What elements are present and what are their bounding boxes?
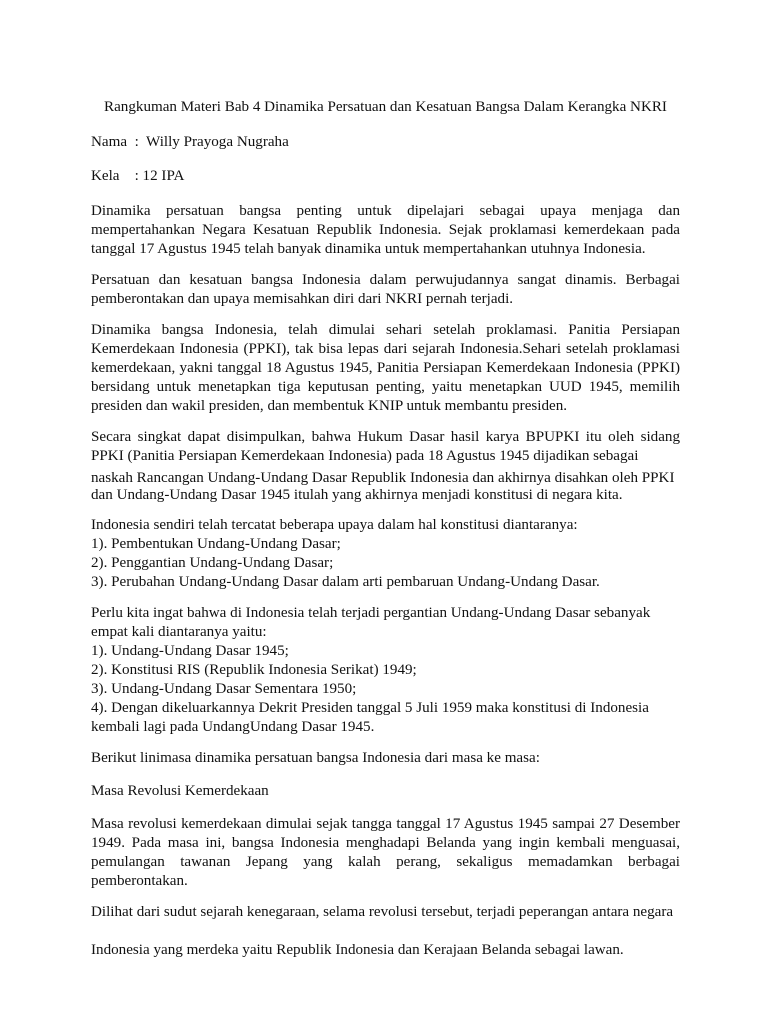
name-line: Nama : Willy Prayoga Nugraha (91, 134, 289, 150)
paragraph-4a: Secara singkat dapat disimpulkan, bahwa Hukum Dasar hasil karya BPUPKI itu oleh sidang PPKI (Panitia Persiapan Kemerdekaan Indonesia) pada 18 Agustus 1945 dijadikan sebagai (91, 429, 680, 464)
paragraph-2: Persatuan dan kesatuan bangsa Indonesia dalam perwujudannya sangat dinamis. Berbagai pemberontakan dan upaya memisahkan diri dari NKRI pernah terjadi. (91, 272, 680, 307)
paragraph-3: Dinamika bangsa Indonesia, telah dimulai sehari setelah proklamasi. Panitia Persiapan Kemerdekaan Indonesia (PPKI), tak bisa lepas dari sejarah Indonesia.Sehari setelah proklamasi kemerdekaan, yakni tanggal 18 Agustus 1945, Panitia Persiapan Kemerdekaan Indonesia (PPKI) bersidang untuk menetapkan tiga keputusan penting, yaitu menetapkan UUD 1945, memilih presiden dan wakil presiden, dan membentuk KNIP untuk membantu presiden. (91, 322, 680, 414)
class-line: Kela : 12 IPA (91, 168, 185, 184)
list-item: kembali lagi pada UndangUndang Dasar 1945. (91, 719, 375, 735)
paragraph-8: Indonesia yang merdeka yaitu Republik Indonesia dan Kerajaan Belanda sebagai lawan. (91, 942, 624, 958)
list-item: 2). Penggantian Undang-Undang Dasar; (91, 555, 334, 571)
paragraph-1: Dinamika persatuan bangsa penting untuk dipelajari sebagai upaya menjaga dan mempertahankan Negara Kesatuan Republik Indonesia. Sejak proklamasi kemerdekaan pada tanggal 17 Agustus 1945 telah banyak dinamika untuk mempertahankan utuhnya Indonesia. (91, 203, 680, 257)
document-title: Rangkuman Materi Bab 4 Dinamika Persatuan dan Kesatuan Bangsa Dalam Kerangka NKRI (104, 99, 667, 115)
list-intro: empat kali diantaranya yaitu: (91, 624, 267, 640)
section-heading: Masa Revolusi Kemerdekaan (91, 783, 269, 799)
list-item: 4). Dengan dikeluarkannya Dekrit Presiden tanggal 5 Juli 1959 maka konstitusi di Indonesia (91, 700, 649, 716)
list-item: 3). Perubahan Undang-Undang Dasar dalam arti pembaruan Undang-Undang Dasar. (91, 574, 600, 590)
list-intro: Indonesia sendiri telah tercatat beberapa upaya dalam hal konstitusi diantaranya: (91, 517, 578, 533)
paragraph-5: Berikut linimasa dinamika persatuan bangsa Indonesia dari masa ke masa: (91, 750, 540, 766)
paragraph-6: Masa revolusi kemerdekaan dimulai sejak tangga tanggal 17 Agustus 1945 sampai 27 Desember 1949. Pada masa ini, bangsa Indonesia menghadapi Belanda yang ingin kembali menguasai, pemulangan tawanan Jepang yang kalah perang, sekaligus memadamkan berbagai pemberontakan. (91, 816, 680, 889)
list-intro: Perlu kita ingat bahwa di Indonesia telah terjadi pergantian Undang-Undang Dasar sebanyak (91, 605, 651, 621)
paragraph-4b: naskah Rancangan Undang-Undang Dasar Republik Indonesia dan akhirnya disahkan oleh PPKI dan Undang-Undang Dasar 1945 itulah yang akhirnya menjadi konstitusi di negara kita. (91, 470, 675, 503)
list-item: 1). Undang-Undang Dasar 1945; (91, 643, 289, 659)
list-item: 3). Undang-Undang Dasar Sementara 1950; (91, 681, 357, 697)
list-item: 1). Pembentukan Undang-Undang Dasar; (91, 536, 341, 552)
paragraph-7: Dilihat dari sudut sejarah kenegaraan, selama revolusi tersebut, terjadi peperangan antara negara (91, 904, 674, 920)
list-item: 2). Konstitusi RIS (Republik Indonesia Serikat) 1949; (91, 662, 417, 678)
constitution-efforts-list (91, 516, 680, 592)
constitution-changes-list (91, 604, 680, 737)
